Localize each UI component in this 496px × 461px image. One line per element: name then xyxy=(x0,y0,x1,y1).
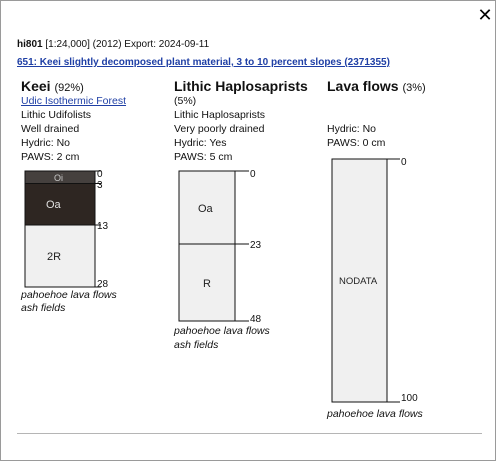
horizon-label: Oa xyxy=(198,203,213,215)
horizon-label: 2R xyxy=(47,251,62,263)
depth-label: 0 xyxy=(250,169,256,180)
depth-label: 48 xyxy=(250,314,262,325)
mapunit-scale-info: [1:24,000] (2012) Export: 2024-09-11 xyxy=(45,39,210,50)
close-icon[interactable]: ✕ xyxy=(477,5,493,25)
mapunit-symbol: hi801 xyxy=(17,39,43,50)
parent-material: pahoehoe lava flows xyxy=(174,325,270,337)
component-percent: (5%) xyxy=(174,95,197,107)
depth-label: 0 xyxy=(97,169,103,180)
depth-label: 100 xyxy=(401,393,418,404)
depth-label: 0 xyxy=(401,157,407,168)
component-line: PAWS: 2 cm xyxy=(21,151,80,163)
component-title: Lithic Haplosaprists xyxy=(174,78,308,94)
profile-lava-flows xyxy=(332,157,418,404)
depth-label: 13 xyxy=(97,221,109,232)
horizon-label: Oa xyxy=(46,199,61,211)
component-line: Lithic Haplosaprists xyxy=(174,109,266,121)
component-percent: (92%) xyxy=(54,82,84,94)
component-line: Well drained xyxy=(21,123,80,135)
component-line: Hydric: No xyxy=(327,123,377,135)
parent-material: ash fields xyxy=(21,302,66,314)
component-title: Keei xyxy=(21,78,51,94)
component-percent: (3%) xyxy=(402,82,426,94)
parent-material: pahoehoe lava flows xyxy=(327,408,423,420)
component-line: Lithic Udifolists xyxy=(21,109,92,121)
depth-ticks xyxy=(387,159,400,402)
parent-material: pahoehoe lava flows xyxy=(21,289,117,301)
component-line: Very poorly drained xyxy=(174,123,265,135)
divider xyxy=(17,433,482,434)
depth-label: 28 xyxy=(97,279,109,290)
parent-material: ash fields xyxy=(174,339,219,351)
profile-keei xyxy=(25,169,109,290)
depth-ticks xyxy=(235,171,249,321)
profile-lithic-haplosaprists xyxy=(179,169,262,325)
horizon-label: Oi xyxy=(54,173,63,183)
depth-label: 3 xyxy=(97,180,103,191)
component-line: PAWS: 0 cm xyxy=(327,137,386,149)
mapunit-link[interactable]: 651: Keei slightly decomposed plant material, 3 to 10 percent slopes (2371355) xyxy=(17,57,390,68)
taxonomy-link[interactable]: Udic Isothermic Forest xyxy=(21,95,127,107)
component-line: Hydric: No xyxy=(21,137,71,149)
depth-label: 23 xyxy=(250,240,262,251)
soil-profile-diagrams xyxy=(1,1,495,460)
component-line: PAWS: 5 cm xyxy=(174,151,233,163)
horizon-label: R xyxy=(203,278,211,290)
component-line: Hydric: Yes xyxy=(174,137,227,149)
horizon-label: NODATA xyxy=(339,276,378,287)
component-title: Lava flows xyxy=(327,78,399,94)
